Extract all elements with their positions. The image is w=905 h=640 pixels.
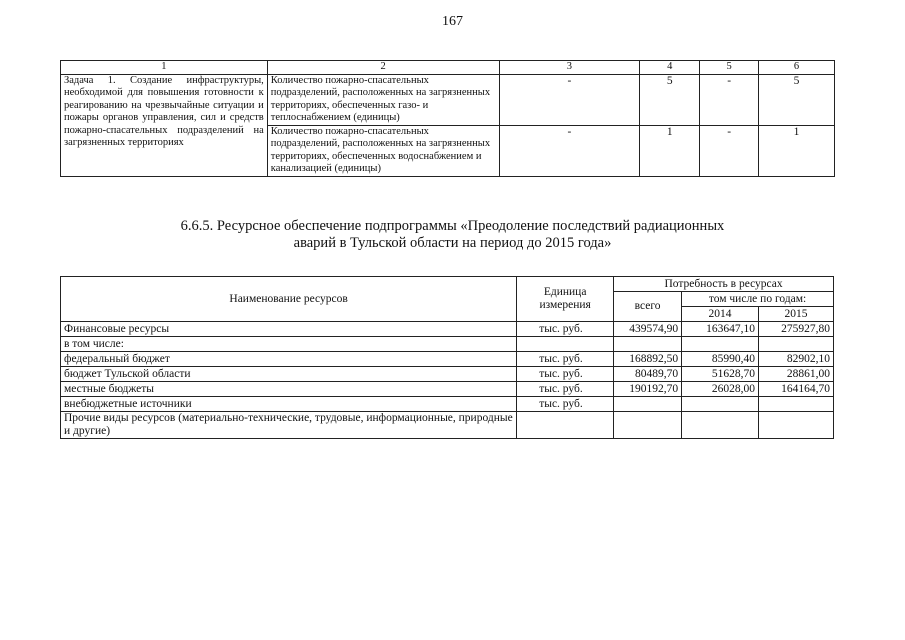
- unit-cell: [517, 337, 614, 352]
- table-row: [61, 382, 834, 397]
- year-2014-cell: 26028,00: [682, 382, 759, 397]
- header-resource-name: Наименование ресурсов: [61, 277, 517, 322]
- column-number: 1: [61, 61, 268, 75]
- year-2014-cell: [682, 397, 759, 412]
- year-2014-cell: 85990,40: [682, 352, 759, 367]
- value-cell: -: [499, 125, 640, 176]
- value-cell: 1: [640, 125, 700, 176]
- column-number: 5: [700, 61, 759, 75]
- total-cell: [614, 397, 682, 412]
- page-number: 167: [442, 14, 463, 29]
- unit-cell: [517, 412, 614, 439]
- year-2015-cell: [759, 397, 834, 412]
- unit-cell: тыс. руб.: [517, 322, 614, 337]
- task-cell: Задача 1. Создание инфраструктуры, необходимой для повышения готовности к реагированию на чрезвычайные ситуации и пожары органов управления, сил и средств пожарно-спасательных подразделений на загрязненных территориях: [61, 74, 268, 176]
- column-number: 4: [640, 61, 700, 75]
- indicator-cell: Количество пожарно-спасательных подразделений, расположенных на загрязненных территориях, обеспеченных газо- и теплоснабжением (единицы): [267, 74, 499, 125]
- resource-name-cell: Финансовые ресурсы: [61, 322, 517, 337]
- column-number: 2: [267, 61, 499, 75]
- column-number: 3: [499, 61, 640, 75]
- year-2015-cell: [759, 412, 834, 439]
- header-unit: Единица измерения: [517, 277, 614, 322]
- resource-name-cell: местные бюджеты: [61, 382, 517, 397]
- table-row: [61, 337, 834, 352]
- table-row: [61, 397, 834, 412]
- value-cell: 1: [759, 125, 835, 176]
- section-heading-line: аварий в Тульской области на период до 2015 года»: [293, 235, 612, 251]
- resource-name-cell: внебюджетные источники: [61, 397, 517, 412]
- value-cell: -: [700, 125, 759, 176]
- table-row: [61, 367, 834, 382]
- year-2014-cell: 163647,10: [682, 322, 759, 337]
- table-row: [61, 352, 834, 367]
- year-2015-cell: 28861,00: [759, 367, 834, 382]
- total-cell: 439574,90: [614, 322, 682, 337]
- table-row: [61, 322, 834, 337]
- header-year-2014: 2014: [682, 307, 759, 322]
- section-heading-line: 6.6.5. Ресурсное обеспечение подпрограммы «Преодоление последствий радиационных: [180, 218, 725, 234]
- section-heading: [0, 218, 905, 252]
- unit-cell: тыс. руб.: [517, 352, 614, 367]
- resource-name-cell: Прочие виды ресурсов (материально-технические, трудовые, информационные, природные и другие): [61, 412, 517, 439]
- unit-cell: тыс. руб.: [517, 397, 614, 412]
- year-2014-cell: [682, 412, 759, 439]
- resource-name-cell: федеральный бюджет: [61, 352, 517, 367]
- header-by-years: том числе по годам:: [682, 292, 834, 307]
- value-cell: -: [700, 74, 759, 125]
- table-row: [61, 74, 835, 125]
- indicator-cell: Количество пожарно-спасательных подразделений, расположенных на загрязненных территориях, обеспеченных водоснабжением и канализацией (единицы): [267, 125, 499, 176]
- unit-cell: тыс. руб.: [517, 367, 614, 382]
- header-need: Потребность в ресурсах: [614, 277, 834, 292]
- total-cell: 190192,70: [614, 382, 682, 397]
- value-cell: -: [499, 74, 640, 125]
- resource-name-cell: бюджет Тульской области: [61, 367, 517, 382]
- column-number-row: [61, 61, 835, 75]
- unit-cell: тыс. руб.: [517, 382, 614, 397]
- total-cell: [614, 412, 682, 439]
- table-row: [61, 412, 834, 439]
- year-2015-cell: 82902,10: [759, 352, 834, 367]
- total-cell: 168892,50: [614, 352, 682, 367]
- year-2014-cell: [682, 337, 759, 352]
- indicators-table: [60, 60, 835, 177]
- year-2015-cell: 164164,70: [759, 382, 834, 397]
- total-cell: 80489,70: [614, 367, 682, 382]
- value-cell: 5: [640, 74, 700, 125]
- column-number: 6: [759, 61, 835, 75]
- value-cell: 5: [759, 74, 835, 125]
- year-2015-cell: [759, 337, 834, 352]
- header-year-2015: 2015: [759, 307, 834, 322]
- resource-name-cell: в том числе:: [61, 337, 517, 352]
- year-2014-cell: 51628,70: [682, 367, 759, 382]
- total-cell: [614, 337, 682, 352]
- year-2015-cell: 275927,80: [759, 322, 834, 337]
- header-total: всего: [614, 292, 682, 322]
- resources-table: [60, 276, 834, 439]
